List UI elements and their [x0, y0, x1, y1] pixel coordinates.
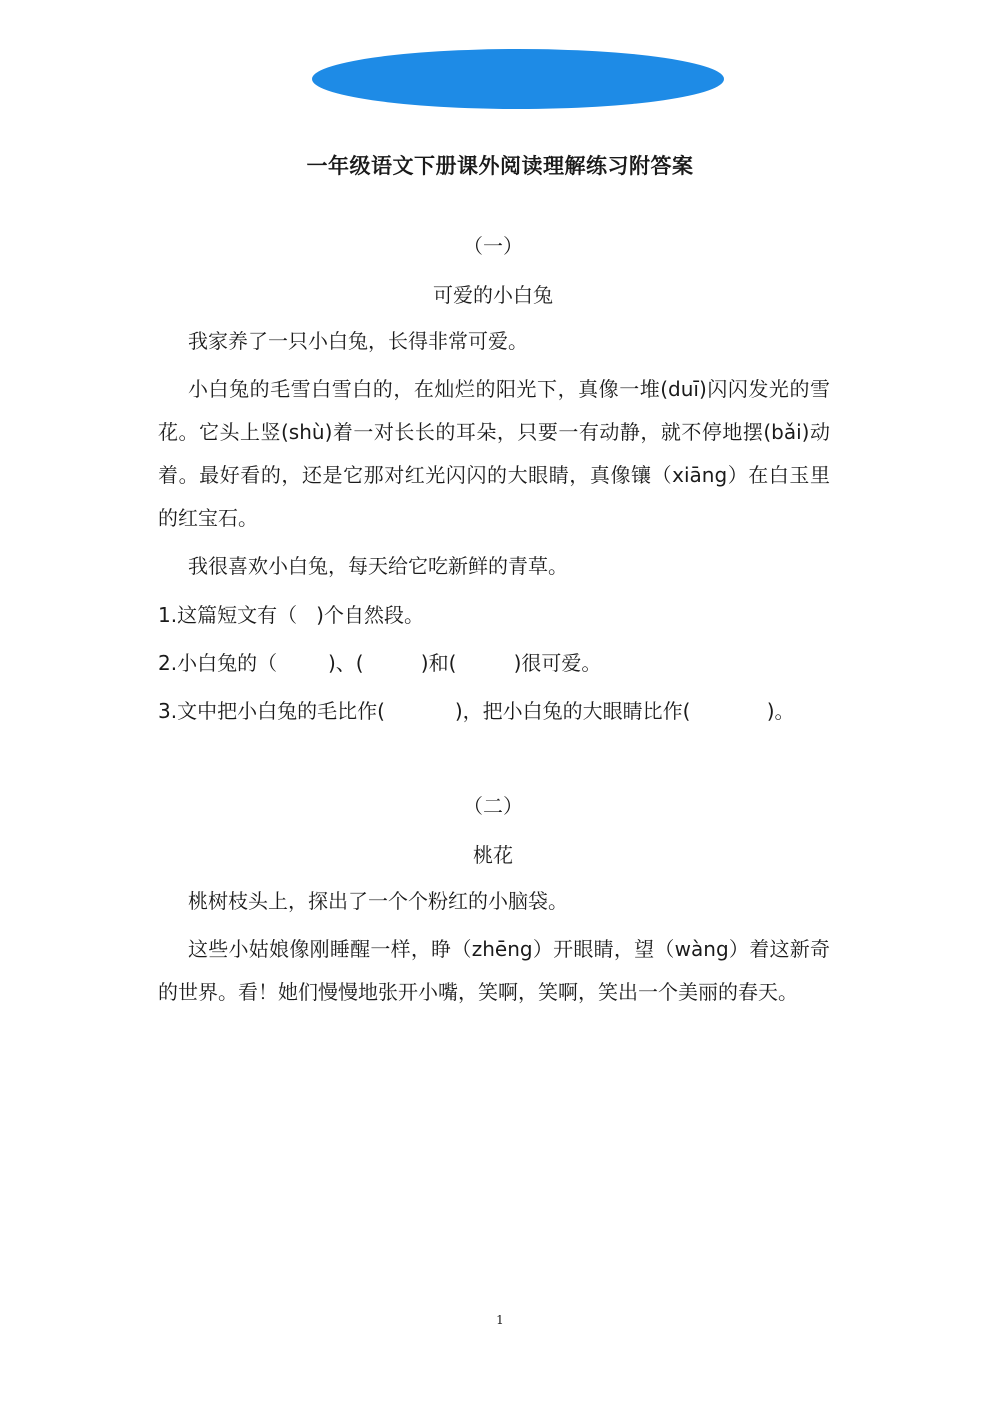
document-title: 一年级语文下册课外阅读理解练习附答案	[306, 154, 694, 178]
question-2: 2.小白兔的（ )、( )和( )很可爱。	[158, 651, 602, 675]
section-2-paragraph-1: 桃树枝头上，探出了一个个粉红的小脑袋。	[188, 889, 568, 913]
section-1-number: （一）	[463, 234, 523, 258]
section-1-heading: 可爱的小白兔	[433, 283, 553, 307]
question-1: 1.这篇短文有（ )个自然段。	[158, 603, 424, 627]
section-1-paragraph-1: 我家养了一只小白兔，长得非常可爱。	[188, 329, 528, 353]
question-3: 3.文中把小白兔的毛比作( )，把小白兔的大眼睛比作( )。	[158, 699, 795, 723]
page-number: 1	[496, 1313, 504, 1327]
section-1-paragraph-2: 小白兔的毛雪白雪白的，在灿烂的阳光下，真像一堆(duī)闪闪发光的雪花。它头上竖(shù)着一对长长的耳朵，只要一有动静，就不停地摆(bǎi)动着。最好看的，还是它那对红光闪闪的大眼睛，真像镶（xiāng）在白玉里的红宝石。	[158, 377, 830, 530]
header-oval	[312, 49, 724, 109]
section-2-number: （二）	[463, 794, 523, 818]
section-2-heading: 桃花	[473, 843, 513, 867]
section-2-paragraph-2: 这些小姑娘像刚睡醒一样，睁（zhēng）开眼睛，望（wàng）着这新奇的世界。看！她们慢慢地张开小嘴，笑啊，笑啊，笑出一个美丽的春天。	[158, 937, 830, 1004]
section-1-paragraph-3: 我很喜欢小白兔，每天给它吃新鲜的青草。	[188, 554, 568, 578]
